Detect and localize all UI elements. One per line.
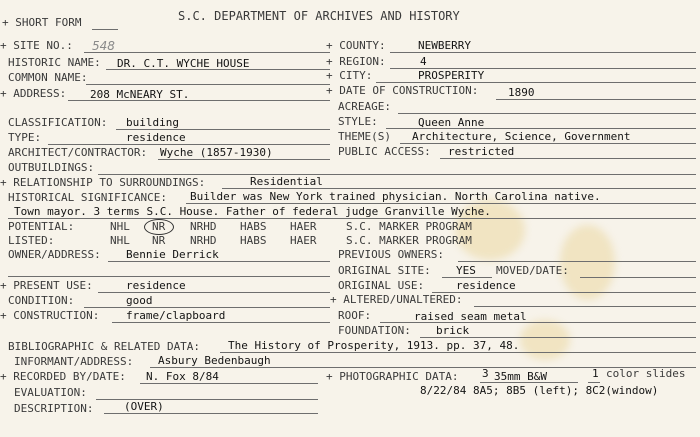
bibliographic-value: The History of Prosperity, 1913. pp. 37, 48. <box>228 339 520 352</box>
acreage-line <box>398 113 696 114</box>
altered-line <box>474 306 696 307</box>
original-site-label: ORIGINAL SITE: <box>338 264 431 277</box>
themes-line <box>400 143 696 144</box>
potential-nhl: NHL <box>110 220 130 233</box>
recorded-line <box>140 383 318 384</box>
county-label: + COUNTY: <box>326 39 386 52</box>
relationship-value: Residential <box>250 175 323 188</box>
roof-label: ROOF: <box>338 309 372 322</box>
style-line <box>386 128 696 129</box>
public-access-value: restricted <box>448 145 515 158</box>
listed-nr: NR <box>152 234 166 247</box>
historic-name-value: DR. C.T. WYCHE HOUSE <box>117 57 250 70</box>
short-form-label: + SHORT FORM <box>2 16 82 29</box>
photo-medium-2: color slides <box>606 367 686 380</box>
potential-nr-circle <box>144 219 174 235</box>
historical-significance-line-2: Town mayor. 3 terms S.C. House. Father of federal judge Granville Wyche. <box>14 205 491 218</box>
condition-line <box>84 307 330 308</box>
owner-address-value: Bennie Derrick <box>126 248 219 261</box>
architect-line <box>158 159 330 160</box>
photo-count-1: 3 <box>482 367 489 380</box>
city-line <box>376 82 696 83</box>
water-stain <box>520 320 570 360</box>
address-value: 208 McNEARY ST. <box>90 88 190 101</box>
foundation-value: brick <box>436 324 470 337</box>
foundation-label: FOUNDATION: <box>338 324 411 337</box>
listed-nhl: NHL <box>110 234 130 247</box>
classification-line <box>116 129 330 130</box>
county-value: NEWBERRY <box>418 39 471 52</box>
listed-label: LISTED: <box>8 234 55 247</box>
present-use-line <box>98 292 330 293</box>
condition-value: good <box>126 294 153 307</box>
short-form-line <box>92 29 118 30</box>
type-label: TYPE: <box>8 131 42 144</box>
potential-label: POTENTIAL: <box>8 220 75 233</box>
previous-owners-label: PREVIOUS OWNERS: <box>338 248 444 261</box>
type-line <box>48 144 330 145</box>
moved-date-label: MOVED/DATE: <box>496 264 569 277</box>
public-access-label: PUBLIC ACCESS: <box>338 145 431 158</box>
bibliographic-line <box>220 352 696 353</box>
description-line <box>104 413 318 414</box>
themes-value: Architecture, Science, Government <box>412 130 631 143</box>
site-no-label: + SITE NO.: <box>0 39 73 52</box>
marker-program-label: S.C. MARKER PROGRAM <box>346 220 472 233</box>
outbuildings-label: OUTBUILDINGS: <box>8 161 95 174</box>
potential-habs: HABS <box>240 220 267 233</box>
condition-label: CONDITION: <box>8 294 75 307</box>
county-line <box>390 52 696 53</box>
construction-value: frame/clapboard <box>126 309 226 322</box>
original-site-value: YES <box>456 264 476 277</box>
site-no-value: 548 <box>92 39 115 53</box>
present-use-value: residence <box>126 279 186 292</box>
foundation-line <box>420 337 696 338</box>
listed-habs: HABS <box>240 234 267 247</box>
architect-value: Wyche (1857-1930) <box>160 146 273 159</box>
address-line <box>68 100 330 101</box>
city-label: + CITY: <box>326 69 373 82</box>
potential-nrhd: NRHD <box>190 220 217 233</box>
common-name-line <box>86 84 330 85</box>
construction-label: + CONSTRUCTION: <box>0 309 100 322</box>
listed-haer: HAER <box>290 234 317 247</box>
recorded-label: + RECORDED BY/DATE: <box>0 370 126 383</box>
common-name-label: COMMON NAME: <box>8 71 88 84</box>
informant-value: Asbury Bedenbaugh <box>158 354 271 367</box>
themes-label: THEME(S) <box>338 130 391 143</box>
original-use-label: ORIGINAL USE: <box>338 279 425 292</box>
relationship-line <box>222 188 696 189</box>
historic-name-line <box>106 69 330 70</box>
potential-haer: HAER <box>290 220 317 233</box>
roof-value: raised seam metal <box>414 310 527 323</box>
date-construction-value: 1890 <box>508 86 535 99</box>
historic-name-label: HISTORIC NAME: <box>8 56 101 69</box>
listed-nrhd: NRHD <box>190 234 217 247</box>
style-label: STYLE: <box>338 115 378 128</box>
potential-nr: NR <box>152 220 166 233</box>
construction-line <box>112 322 330 323</box>
bibliographic-label: BIBLIOGRAPHIC & RELATED DATA: <box>8 340 201 353</box>
architect-label: ARCHITECT/CONTRACTOR: <box>8 146 148 159</box>
region-value: 4 <box>420 55 427 68</box>
description-label: DESCRIPTION: <box>14 402 94 415</box>
classification-label: CLASSIFICATION: <box>8 116 108 129</box>
owner-address-line <box>108 261 330 262</box>
type-value: residence <box>126 131 186 144</box>
region-label: + REGION: <box>326 55 386 68</box>
recorded-value: N. Fox 8/84 <box>146 370 219 383</box>
public-access-line <box>440 158 696 159</box>
photographic-label: + PHOTOGRAPHIC DATA: <box>326 370 459 383</box>
historical-significance-rule-1 <box>186 203 696 204</box>
page-title: S.C. DEPARTMENT OF ARCHIVES AND HISTORY <box>178 9 460 23</box>
date-construction-line <box>496 99 696 100</box>
address-label: + ADDRESS: <box>0 87 67 100</box>
site-no-line <box>84 52 330 53</box>
owner-address-label: OWNER/ADDRESS: <box>8 248 101 261</box>
photo-medium-1: 35mm B&W <box>494 370 547 383</box>
classification-value: building <box>126 116 179 129</box>
original-use-value: residence <box>456 279 516 292</box>
informant-label: INFORMANT/ADDRESS: <box>14 355 134 368</box>
original-use-line <box>432 292 696 293</box>
relationship-label: + RELATIONSHIP TO SURROUNDINGS: <box>0 176 206 189</box>
present-use-label: + PRESENT USE: <box>0 279 93 292</box>
altered-label: + ALTERED/UNALTERED: <box>330 293 463 306</box>
original-site-line <box>442 277 492 278</box>
marker-program-label: S.C. MARKER PROGRAM <box>346 234 472 247</box>
photo-detail: 8/22/84 8A5; 8B5 (left); 8C2(window) <box>420 384 659 397</box>
previous-owners-line <box>458 261 696 262</box>
owner-extra-line <box>8 276 330 277</box>
photographic-line-2 <box>588 382 600 383</box>
moved-date-line <box>580 277 696 278</box>
photo-count-2: 1 <box>592 367 599 380</box>
description-value: (OVER) <box>124 400 164 413</box>
historical-significance-line-1: Builder was New York trained physician. North Carolina native. <box>190 190 601 203</box>
style-value: Queen Anne <box>418 116 485 129</box>
historical-significance-rule-2 <box>8 218 696 219</box>
evaluation-label: EVALUATION: <box>14 386 87 399</box>
city-value: PROSPERITY <box>418 69 485 82</box>
outbuildings-line <box>98 174 696 175</box>
photographic-line <box>480 382 578 383</box>
historical-significance-label: HISTORICAL SIGNIFICANCE: <box>8 191 167 204</box>
roof-line <box>380 322 696 323</box>
acreage-label: ACREAGE: <box>338 100 391 113</box>
date-construction-label: + DATE OF CONSTRUCTION: <box>326 84 479 97</box>
water-stain <box>560 225 615 300</box>
